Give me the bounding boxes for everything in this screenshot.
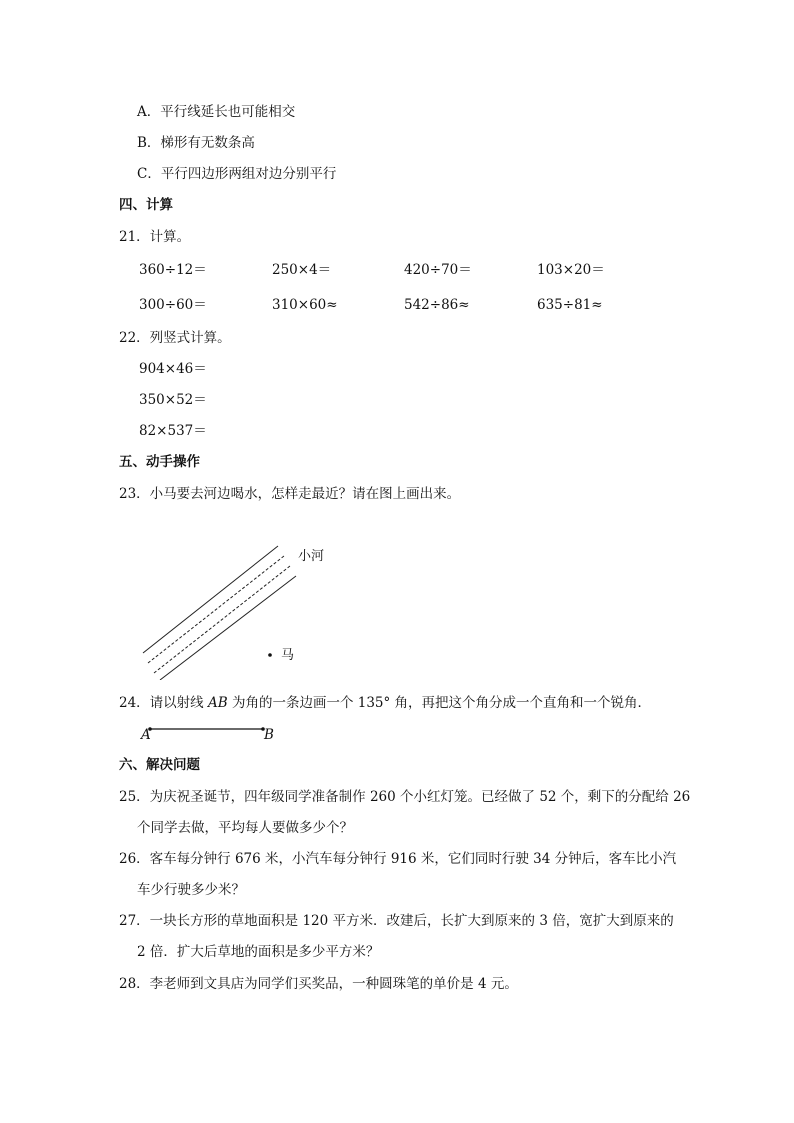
question-26-line-2: 车少行驶多少米？ (137, 882, 245, 898)
section-title-hands-on: 五、动手操作 (119, 454, 200, 470)
calc-item: 250×4＝ (272, 262, 332, 278)
question-24-prompt-pre: 24．请以射线 (119, 695, 208, 711)
section-title-calculation: 四、计算 (119, 197, 173, 213)
question-27-line-1: 27．一块长方形的草地面积是 120 平方米．改建后，长扩大到原来的 3 倍，宽扩大到原来的 (119, 913, 674, 929)
river-label: 小河 (298, 549, 325, 564)
question-22-prompt: 22．列竖式计算。 (119, 330, 231, 346)
question-24-prompt (119, 694, 651, 712)
question-25-line-1: 25．为庆祝圣诞节，四年级同学准备制作 260 个小红灯笼。已经做了 52 个，剩下的分配给 26 (119, 789, 691, 805)
calc-item: 360÷12＝ (139, 262, 207, 278)
calc-item: 635÷81≈ (537, 297, 603, 313)
river-bank-lower (160, 576, 296, 680)
option-b: B．梯形有无数条高 (137, 135, 255, 151)
question-27-line-2: 2 倍．扩大后草地的面积是多少平方米？ (137, 944, 380, 960)
point-a-label: A (141, 727, 151, 743)
horse-point (268, 653, 272, 657)
question-23-prompt: 23．小马要去河边喝水，怎样走最近？请在图上画出来。 (119, 486, 461, 502)
question-26-line-1: 26．客车每分钟行 676 米，小汽车每分钟行 916 米，它们同时行驶 34 分钟后，客车比小汽 (119, 851, 677, 867)
river-dashed-line-lower (154, 566, 290, 673)
section-title-problem-solving: 六、解决问题 (119, 757, 200, 773)
option-a: A．平行线延长也可能相交 (137, 104, 296, 120)
ray-ab (145, 724, 275, 734)
horse-label: 马 (281, 648, 295, 663)
point-b-label: B (264, 727, 274, 743)
option-c: C．平行四边形两组对边分别平行 (137, 166, 337, 182)
vertical-calc-item: 904×46＝ (139, 361, 207, 377)
calc-item: 300÷60＝ (139, 297, 207, 313)
river-bank-upper (143, 546, 278, 653)
vertical-calc-item: 350×52＝ (139, 392, 207, 408)
question-21-prompt: 21．计算。 (119, 229, 191, 245)
question-28-line-1: 28．李老师到文具店为同学们买奖品，一种圆珠笔的单价是 4 元。 (119, 976, 518, 992)
calc-item: 542÷86≈ (404, 297, 470, 313)
calc-item: 420÷70＝ (404, 262, 472, 278)
river-dashed-line-upper (148, 556, 284, 663)
question-24-prompt-post: 为角的一条边画一个 135° 角，再把这个角分成一个直角和一个锐角． (227, 695, 652, 711)
question-25-line-2: 个同学去做，平均每人要做多少个？ (137, 820, 353, 836)
vertical-calc-item: 82×537＝ (139, 423, 207, 439)
calc-item: 103×20＝ (537, 262, 605, 278)
calc-item: 310×60≈ (272, 297, 338, 313)
question-24-ray-name: AB (207, 695, 228, 711)
